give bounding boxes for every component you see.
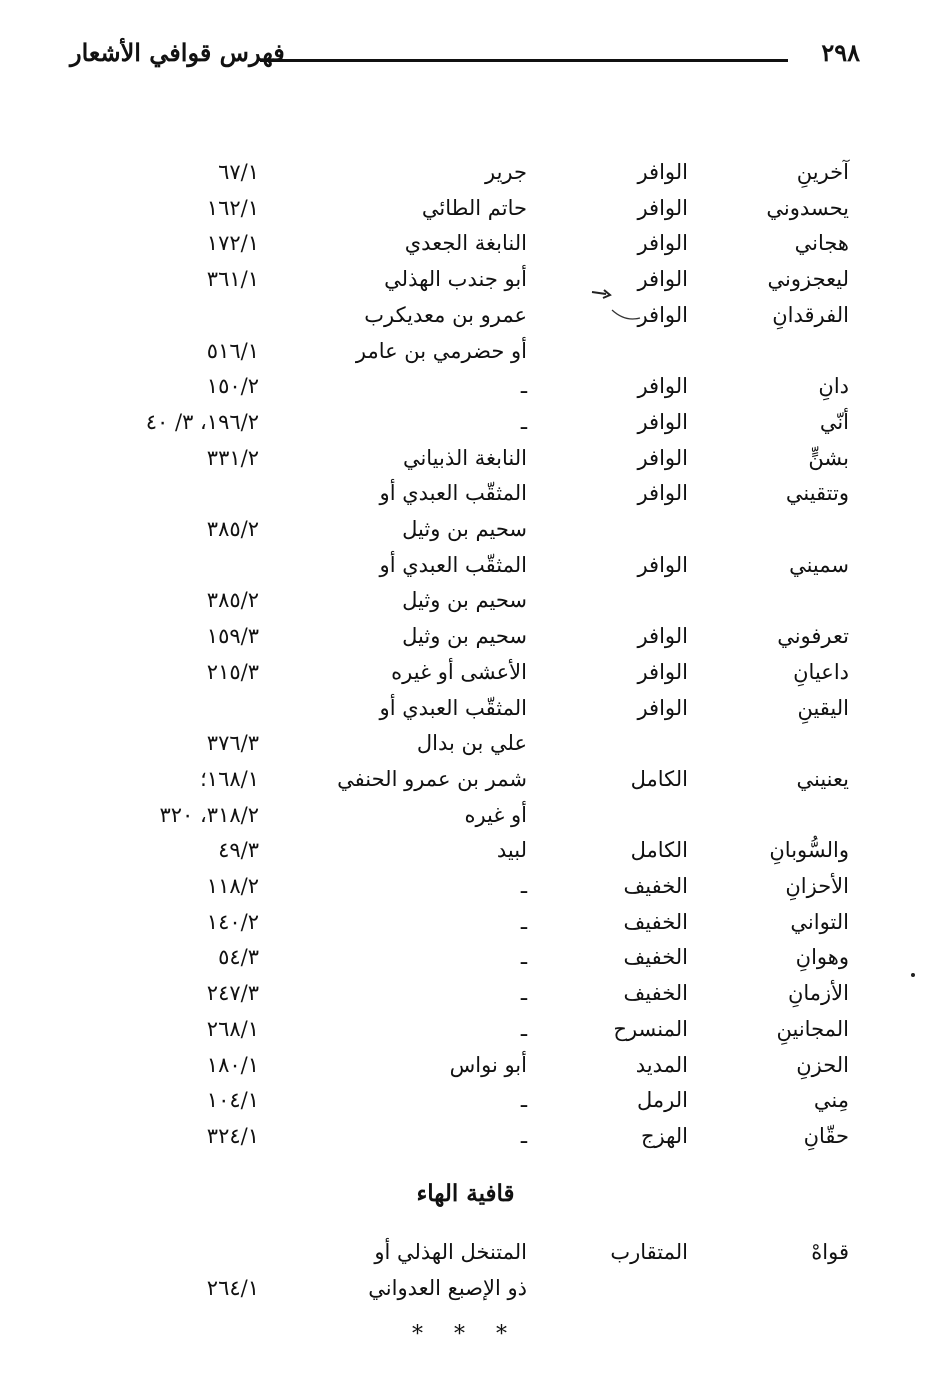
meter-name: الوافر	[637, 302, 688, 327]
rhyme-word: بشنٍّ	[808, 445, 849, 470]
poet-name: شمر بن عمرو الحنفي	[337, 766, 527, 791]
poet-name: علي بن بدال	[416, 731, 527, 756]
ink-dot	[911, 973, 915, 977]
rhyme-word: آخرينِ	[796, 160, 849, 184]
page-number: ٢٩٨	[821, 38, 860, 67]
meter-name: الوافر	[637, 195, 688, 220]
rhyme-word: المجانينِ	[776, 1016, 849, 1041]
meter-name: الخفيف	[623, 874, 688, 898]
poet-name: المثقّب العبدي أو	[379, 552, 527, 577]
meter-name: المتقارب	[610, 1240, 688, 1264]
rhyme-word: الأزمانِ	[787, 981, 849, 1006]
volume-page-ref: ١٩٦/٢، ٣/ ٤٠	[145, 409, 259, 434]
poet-name: جرير	[485, 160, 527, 184]
end-ornament: * * *	[412, 1322, 519, 1347]
volume-page-ref: ٢٦٨/١	[206, 1016, 259, 1041]
section-title: قافية الهاء	[416, 1180, 515, 1207]
meter-name: المنسرح	[613, 1016, 688, 1041]
volume-page-ref: ١٨٠/١	[206, 1052, 259, 1077]
rhyme-word: هجاني	[794, 231, 849, 256]
poet-name: سحيم بن وثيل	[402, 517, 527, 541]
rhyme-word: وتتقيني	[785, 481, 849, 506]
rhyme-word: والسُّوبانِ	[769, 838, 849, 863]
meter-name: الكامل	[630, 838, 688, 863]
rhyme-word: ليعجزوني	[767, 267, 849, 292]
meter-name: الوافر	[637, 445, 688, 470]
meter-name: الوافر	[637, 659, 688, 684]
meter-name: الوافر	[637, 267, 688, 292]
poet-name: النابغة الذبياني	[402, 445, 527, 470]
rhyme-word: دانِ	[818, 374, 849, 399]
pen-arrow-mark	[592, 290, 610, 298]
poet-name: لبيد	[496, 838, 527, 863]
poet-name: ـ	[520, 945, 527, 970]
rhyme-word: التواني	[790, 909, 849, 934]
poet-name: المثقّب العبدي أو	[379, 695, 527, 720]
poet-name: ـ	[520, 1088, 527, 1113]
volume-page-ref: ٣٧٦/٣	[206, 731, 259, 756]
poet-name: أو حضرمي بن عامر	[355, 338, 527, 363]
meter-name: الخفيف	[623, 981, 688, 1006]
meter-name: الوافر	[637, 695, 688, 720]
poet-name: المثقّب العبدي أو	[379, 481, 527, 506]
volume-page-ref: ٣٣١/٢	[206, 445, 259, 470]
meter-name: الوافر	[637, 552, 688, 577]
meter-name: الوافر	[637, 409, 688, 434]
poet-name: ذو الإصبع العدواني	[368, 1276, 527, 1300]
meter-name: الوافر	[637, 160, 688, 184]
volume-page-ref: ٦٧/١	[218, 160, 259, 184]
volume-page-ref: ٤٩/٣	[218, 838, 259, 863]
volume-page-ref: ٢٤٧/٣	[206, 981, 259, 1006]
meter-name: الوافر	[637, 231, 688, 256]
volume-page-ref: ٥١٦/١	[206, 338, 259, 363]
rhyme-word: الفرقدانِ	[772, 302, 849, 327]
poet-name: عمرو بن معديكرب	[364, 302, 527, 327]
volume-page-ref: ١٥٩/٣	[206, 624, 259, 649]
poet-name: أو غيره	[464, 802, 527, 827]
poet-name: سحيم بن وثيل	[402, 624, 527, 649]
poet-name: المتنخل الهذلي أو	[374, 1240, 527, 1264]
volume-page-ref: ١٧٢/١	[206, 231, 259, 256]
rhyme-word: اليقينِ	[797, 695, 849, 720]
poet-name: ـ	[520, 981, 527, 1006]
volume-page-ref: ١٦٨/١؛	[200, 766, 259, 791]
poet-name: أبو نواس	[449, 1052, 527, 1077]
pen-stroke-mark	[612, 310, 640, 319]
poet-name: ـ	[520, 409, 527, 434]
poet-name: حاتم الطائي	[421, 195, 527, 220]
meter-name: الخفيف	[623, 945, 688, 970]
poet-name: ـ	[520, 374, 527, 399]
poet-name: النابغة الجعدي	[404, 231, 527, 256]
rhyme-word: سميني	[789, 552, 849, 577]
volume-page-ref: ٣٨٥/٢	[206, 517, 259, 541]
volume-page-ref: ١٦٢/١	[206, 195, 259, 220]
meter-name: الوافر	[637, 374, 688, 399]
meter-name: المديد	[635, 1052, 688, 1077]
volume-page-ref: ٣٢٤/١	[206, 1123, 259, 1148]
poet-name: الأعشى أو غيره	[391, 659, 527, 684]
volume-page-ref: ٥٤/٣	[218, 945, 259, 970]
volume-page-ref: ١٤٠/٢	[206, 909, 259, 934]
rhyme-word: يعنيني	[796, 766, 849, 791]
rhyme-word: أنّي	[819, 409, 849, 434]
poet-name: ـ	[520, 909, 527, 934]
volume-page-ref: ٢٦٤/١	[206, 1276, 259, 1300]
poet-name: ـ	[520, 874, 527, 898]
poet-name: سحيم بن وثيل	[402, 588, 527, 613]
meter-name: الخفيف	[623, 909, 688, 934]
volume-page-ref: ٢١٥/٣	[206, 659, 259, 684]
rhyme-word: وهوانِ	[795, 945, 849, 970]
rhyme-word: الأحزانِ	[785, 874, 849, 898]
poet-name: ـ	[520, 1123, 527, 1148]
rhyme-word: مِني	[813, 1088, 849, 1113]
rhyme-word: تعرفوني	[777, 624, 849, 649]
meter-name: الكامل	[630, 766, 688, 791]
meter-name: الوافر	[637, 481, 688, 506]
volume-page-ref: ٣٨٥/٢	[206, 588, 259, 613]
volume-page-ref: ٣٦١/١	[206, 267, 259, 292]
rhyme-word: يحسدوني	[766, 195, 849, 220]
rhyme-word: داعيانِ	[793, 659, 849, 684]
volume-page-ref: ٣١٨/٢، ٣٢٠	[159, 802, 259, 827]
volume-page-ref: ١٠٤/١	[206, 1088, 259, 1113]
page-title: فهرس قوافي الأشعار	[70, 38, 285, 67]
rhyme-word: قواهْ	[811, 1240, 849, 1264]
meter-name: الرمل	[637, 1088, 688, 1113]
rhyme-word: حقّانِ	[803, 1123, 849, 1148]
rhyme-word: الحزنِ	[796, 1052, 849, 1077]
poet-name: أبو جندب الهذلي	[384, 267, 527, 292]
poet-name: ـ	[520, 1016, 527, 1041]
volume-page-ref: ١٥٠/٢	[206, 374, 259, 399]
volume-page-ref: ١١٨/٢	[206, 874, 259, 898]
meter-name: الوافر	[637, 624, 688, 649]
meter-name: الهزج	[640, 1123, 688, 1148]
